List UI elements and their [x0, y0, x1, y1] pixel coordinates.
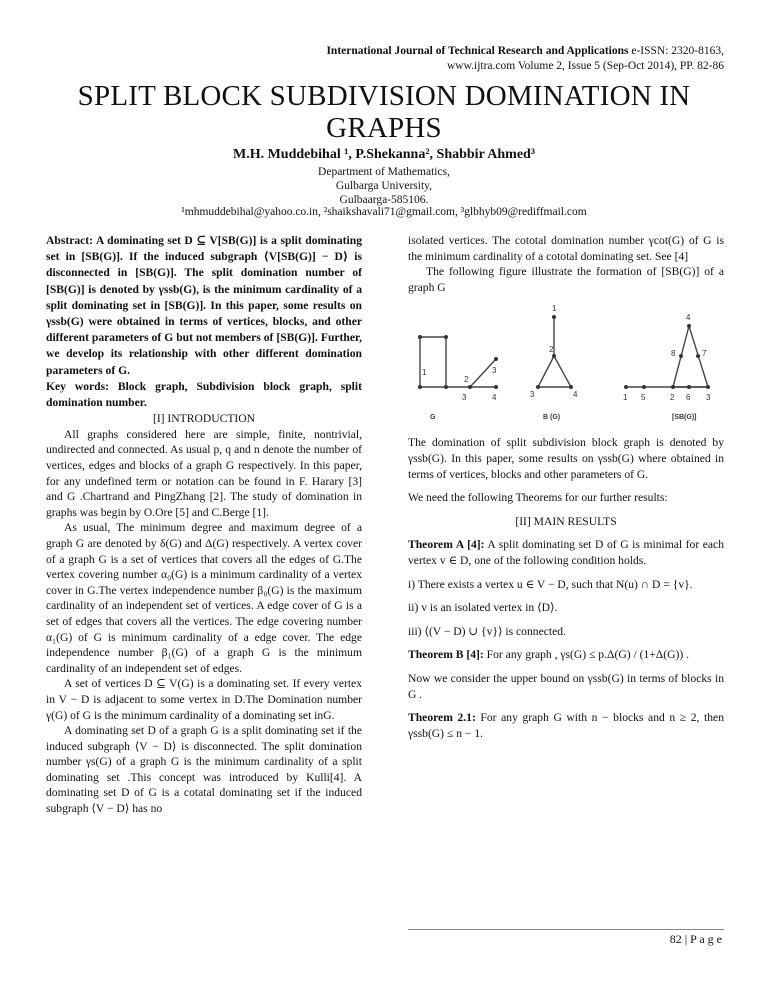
journal-volume: www.ijtra.com Volume 2, Issue 5 (Sep-Oct 2014), PP. 82-86 — [446, 60, 724, 72]
svg-text:4: 4 — [573, 390, 578, 400]
domination-paragraph: The domination of split subdivision block graph is denoted by γssb(G). In this paper, some results on γssb(G) where obtained in terms of vertices, blocks and other parameters of G. — [408, 436, 724, 481]
authors: M.H. Muddebihal ¹, P.Shekanna², Shabbir Ahmed³ — [232, 147, 536, 162]
intro-heading: [I] INTRODUCTION — [152, 412, 256, 426]
svg-text:3: 3 — [530, 390, 535, 400]
intro-paragraph: A set of vertices D ⊆ V(G) is a dominating set. If every vertex in V − D is adjacent to some vertex in D.The Domination number γ(G) of G is the minimum cardinality of a dominating set inG. — [46, 677, 362, 722]
svg-text:3: 3 — [706, 393, 711, 403]
affiliation-line: Gulbaarga-585106. — [339, 194, 429, 206]
svg-text:4: 4 — [686, 313, 691, 323]
graph-vertices — [418, 315, 710, 389]
condition-2: ii) v is an isolated vertex in ⟨D⟩. — [408, 601, 558, 615]
svg-text:2: 2 — [549, 345, 554, 355]
cototal-paragraph: isolated vertices. The cototal domination number γcot(G) of G is the minimum cardinality of a cototal dominating set. See [4] — [408, 234, 724, 263]
affiliation — [0, 165, 768, 207]
svg-text:4: 4 — [492, 393, 497, 403]
condition-1: i) There exists a vertex u ∈ V − D, such that N(u) ∩ D = {v}. — [408, 577, 693, 591]
theorems-intro: We need the following Theorems for our further results: — [408, 491, 668, 505]
theorem-b-label: Theorem B [4]: — [408, 648, 484, 662]
svg-text:3: 3 — [492, 366, 497, 376]
intro-paragraph: A dominating set D of a graph G is a split dominating set if the induced subgraph ⟨V − D⟩ is disconnected. The split domination number γs(G) of a graph G is the minimum cardinality of a split dominating set .This concept was introduced by Kulli[4]. A dominating set D of G is a cotatal dominating set if the induced subgraph ⟨V − D⟩ has no — [46, 724, 362, 816]
journal-header — [326, 44, 724, 74]
theorem-a-text: A split dominating set D of G is minimal for each vertex v ∈ D, one of the following condition holds. — [408, 538, 724, 567]
theorem-2-1-text: For any graph G with n − blocks and n ≥ 2, then γssb(G) ≤ n − 1. — [408, 711, 724, 740]
figure-intro: The following figure illustrate the formation of [SB(G)] of a graph G — [408, 265, 724, 294]
svg-text:2: 2 — [464, 375, 469, 385]
affiliation-line: Gulbarga University, — [335, 180, 433, 192]
author-emails: ¹mhmuddebihal@yahoo.co.in, ²shaikshavali71@gmail.com, ³glbhyb09@rediffmail.com — [181, 206, 587, 218]
affiliation-line: Department of Mathematics, — [318, 166, 450, 178]
svg-text:3: 3 — [462, 393, 467, 403]
svg-text:7: 7 — [702, 349, 707, 359]
theorem-a-label: Theorem A [4]: — [408, 538, 485, 552]
main-results-heading: [II] MAIN RESULTS — [515, 514, 617, 528]
svg-text:2: 2 — [670, 393, 675, 403]
upper-bound-paragraph: Now we consider the upper bound on γssb(G) in terms of blocks in G . — [408, 671, 724, 701]
journal-name: International Journal of Technical Research and Applications — [326, 45, 629, 57]
right-column — [408, 233, 724, 741]
intro-paragraph: All graphs considered here are simple, finite, nontrivial, undirected and connected. As usual p, q and n denote the number of vertices, edges and blocks of a graph G respectively. In this paper, for any undefined term or notation can be found in F. Harary [3] and G .Chartrand and PingZhang [2]. The study of domination in graphs was begin by O.Ore [5] and C.Berge [1]. — [46, 427, 362, 519]
page-footer: 82 | P a g e — [669, 932, 722, 946]
abstract — [46, 233, 362, 379]
svg-text:1: 1 — [623, 393, 628, 403]
graph-g-square — [420, 337, 446, 387]
svg-text:1: 1 — [422, 368, 427, 378]
condition-3: iii) ⟨(V − D) ∪ {v}⟩ is connected. — [408, 624, 566, 638]
svg-text:6: 6 — [686, 393, 691, 403]
footer-rule — [408, 929, 724, 930]
paper-title: SPLIT BLOCK SUBDIVISION DOMINATION IN GRAPHS — [77, 80, 691, 144]
label-sbg: [SB(G)] — [672, 414, 697, 422]
journal-issn: e-ISSN: 2320-8163, — [628, 45, 724, 57]
svg-text:5: 5 — [641, 393, 646, 403]
theorem-b-text: For any graph , γs(G) ≤ p.Δ(G) / (1+Δ(G)) . — [483, 648, 689, 662]
abstract-label: Abstract: — [46, 234, 94, 247]
abstract-text: A dominating set D ⊆ V[SB(G)] is a split dominating set in [SB(G)]. If the induced subgraph ⟨V[SB(G)] − D⟩ is disconnected in [SB(G)]. The split domination number of [SB(G)] is denoted by γssb(G), is the minimum cardinality of a split dominating set in [SB(G)]. In this paper, some results on γssb(G) were obtained in terms of vertices, blocks, and other different parameters of G but not members of [SB(G)]. Further, we develop its relationship with other different domination parameters of G. — [46, 234, 362, 377]
theorem-2-1 — [408, 710, 724, 741]
graph-figure — [408, 301, 724, 431]
graph-bg-triangle — [538, 356, 571, 387]
label-bg: B (G) — [543, 414, 561, 422]
theorem-b — [408, 647, 724, 663]
intro-paragraph: As usual, The minimum degree and maximum degree of a graph G are denoted by δ(G) and Δ(G) respectively. A vertex cover of a graph G is a set of vertices that covers all the edges of G.The vertex covering number α₀(G) is a minimum cardinality of a vertex cover in G.The vertex independence number β₀(G) is the maximum cardinality of an independent set of vertices. A edge cover of G is a set of edges that covers all the vertices. The edge covering number α₁(G) of G is minimum cardinality of a edge cover. The edge independence number β₁(G) of a graph G is the minimum cardinality of an independent set of edges. — [46, 521, 362, 675]
left-column — [46, 233, 362, 817]
theorem-a — [408, 537, 724, 568]
svg-text:1: 1 — [552, 304, 557, 314]
keywords: Key words: Block graph, Subdivision block graph, split domination number. — [46, 379, 362, 410]
svg-text:8: 8 — [671, 349, 676, 359]
label-g: G — [430, 414, 436, 422]
theorem-2-1-label: Theorem 2.1: — [408, 711, 476, 725]
